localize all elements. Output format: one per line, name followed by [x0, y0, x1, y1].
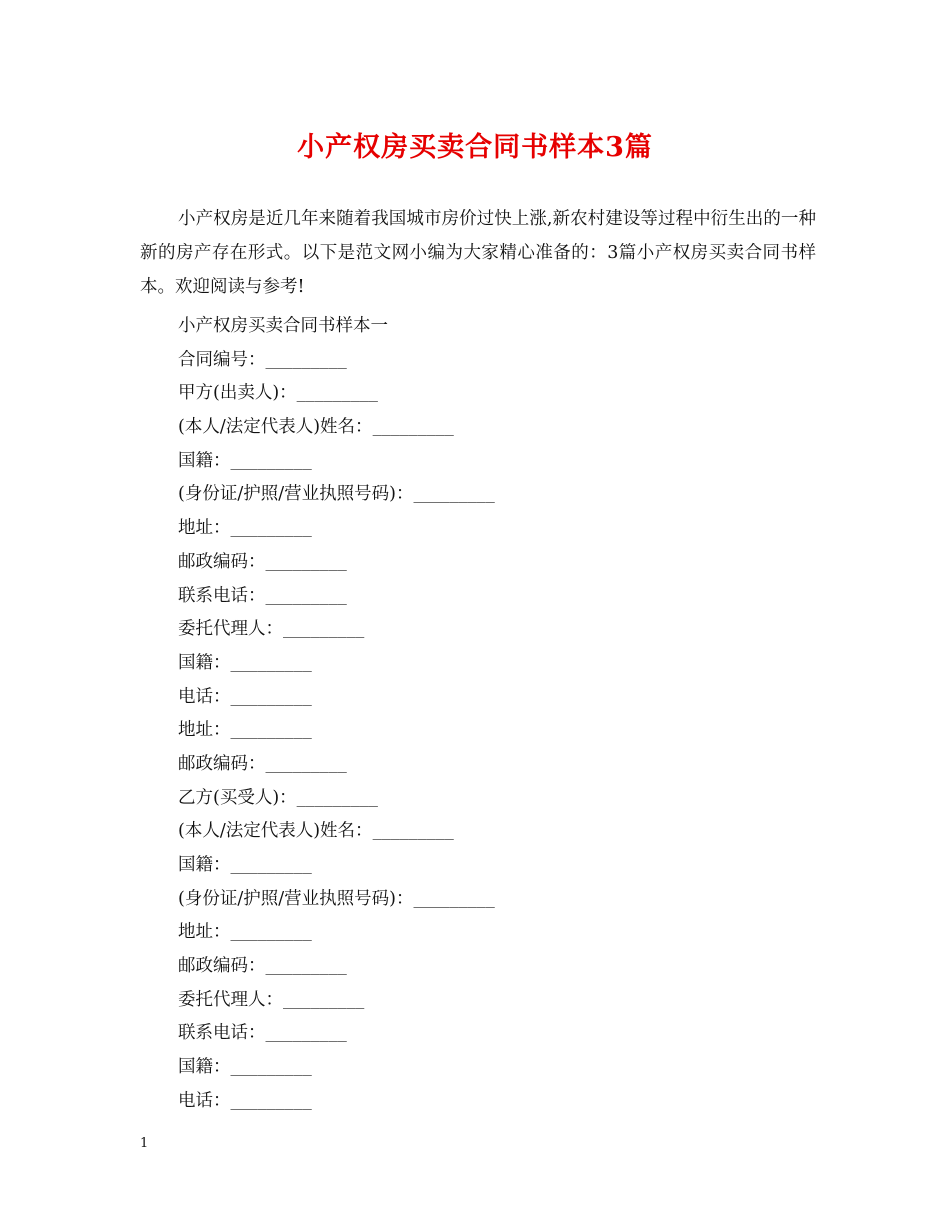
- field-blank: _________: [283, 990, 365, 1009]
- field-party-b-address: [178, 916, 495, 950]
- field-blank: _________: [265, 957, 347, 976]
- field-party-a-nationality: [178, 445, 495, 479]
- field-label: (本人/法定代表人)姓名：: [178, 821, 373, 842]
- field-label: 邮政编码：: [178, 753, 266, 774]
- field-label: 联系电话：: [178, 1023, 266, 1044]
- field-party-b-name: [178, 815, 495, 849]
- field-label: (身份证/护照/营业执照号码)：: [178, 888, 414, 909]
- field-label: 委托代理人：: [178, 989, 283, 1010]
- intro-paragraph: 小产权房是近几年来随着我国城市房价过快上涨,新农村建设等过程中衍生出的一种新的房产存在形式。以下是范文网小编为大家精心准备的：3篇小产权房买卖合同书样本。欢迎阅读与参考!: [140, 209, 816, 297]
- field-party-a-agent-phone: [178, 681, 495, 715]
- field-blank: _________: [283, 620, 365, 639]
- field-blank: _________: [230, 687, 312, 706]
- field-blank: _________: [230, 1091, 312, 1110]
- field-blank: _________: [265, 1024, 347, 1043]
- document-title: 小产权房买卖合同书样本3篇: [297, 132, 653, 163]
- field-party-b-id-number: [178, 883, 495, 917]
- page-number: 1: [140, 1136, 149, 1151]
- field-blank: _________: [265, 552, 347, 571]
- field-party-a-agent-nationality: [178, 647, 495, 681]
- field-party-b-postcode: [178, 950, 495, 984]
- field-blank: _________: [230, 721, 312, 740]
- field-label: 国籍：: [178, 652, 231, 673]
- field-party-a-agent-postcode: [178, 748, 495, 782]
- field-party-b-nationality: [178, 849, 495, 883]
- field-label: 电话：: [178, 1090, 231, 1111]
- field-label: 联系电话：: [178, 585, 266, 606]
- field-blank: _________: [296, 788, 378, 807]
- field-party-b-agent-phone: [178, 1085, 495, 1119]
- field-label: (本人/法定代表人)姓名：: [178, 417, 373, 438]
- field-label: 地址：: [178, 922, 231, 943]
- field-contract-number: [178, 344, 495, 378]
- field-blank: _________: [372, 418, 454, 437]
- field-party-a-postcode: [178, 546, 495, 580]
- field-party-a-agent-address: [178, 714, 495, 748]
- field-blank: _________: [230, 451, 312, 470]
- field-label: (身份证/护照/营业执照号码)：: [178, 484, 414, 505]
- field-label: 地址：: [178, 720, 231, 741]
- field-party-a-phone: [178, 580, 495, 614]
- field-party-a-agent: [178, 613, 495, 647]
- field-label: 委托代理人：: [178, 619, 283, 640]
- field-blank: _________: [265, 586, 347, 605]
- field-party-a-id-number: [178, 478, 495, 512]
- field-party-b-agent-nationality: [178, 1051, 495, 1085]
- field-party-a-address: [178, 512, 495, 546]
- field-label: 地址：: [178, 518, 231, 539]
- field-party-a: [178, 377, 495, 411]
- field-blank: _________: [372, 822, 454, 841]
- section-heading: 小产权房买卖合同书样本一: [178, 316, 388, 336]
- field-label: 邮政编码：: [178, 956, 266, 977]
- field-blank: _________: [265, 754, 347, 773]
- field-blank: _________: [413, 485, 495, 504]
- field-blank: _________: [230, 519, 312, 538]
- field-label: 国籍：: [178, 1057, 231, 1078]
- field-blank: _________: [230, 923, 312, 942]
- field-label: 甲方(出卖人)：: [178, 383, 297, 404]
- field-blank: _________: [296, 384, 378, 403]
- field-label: 国籍：: [178, 855, 231, 875]
- field-label: 电话：: [178, 686, 231, 707]
- field-blank: _________: [265, 350, 347, 369]
- field-party-b-phone: [178, 1017, 495, 1051]
- field-party-b-agent: [178, 984, 495, 1018]
- field-blank: _________: [230, 1058, 312, 1077]
- field-label: 邮政编码：: [178, 551, 266, 572]
- field-party-a-name: [178, 411, 495, 445]
- field-label: 国籍：: [178, 450, 231, 471]
- field-party-b: [178, 782, 495, 816]
- field-blank: _________: [413, 889, 495, 908]
- field-blank: _________: [230, 856, 312, 874]
- field-blank: _________: [230, 653, 312, 672]
- contract-field-list: [178, 310, 495, 1119]
- field-label: 乙方(买受人)：: [178, 787, 297, 808]
- field-label: 合同编号：: [178, 349, 266, 370]
